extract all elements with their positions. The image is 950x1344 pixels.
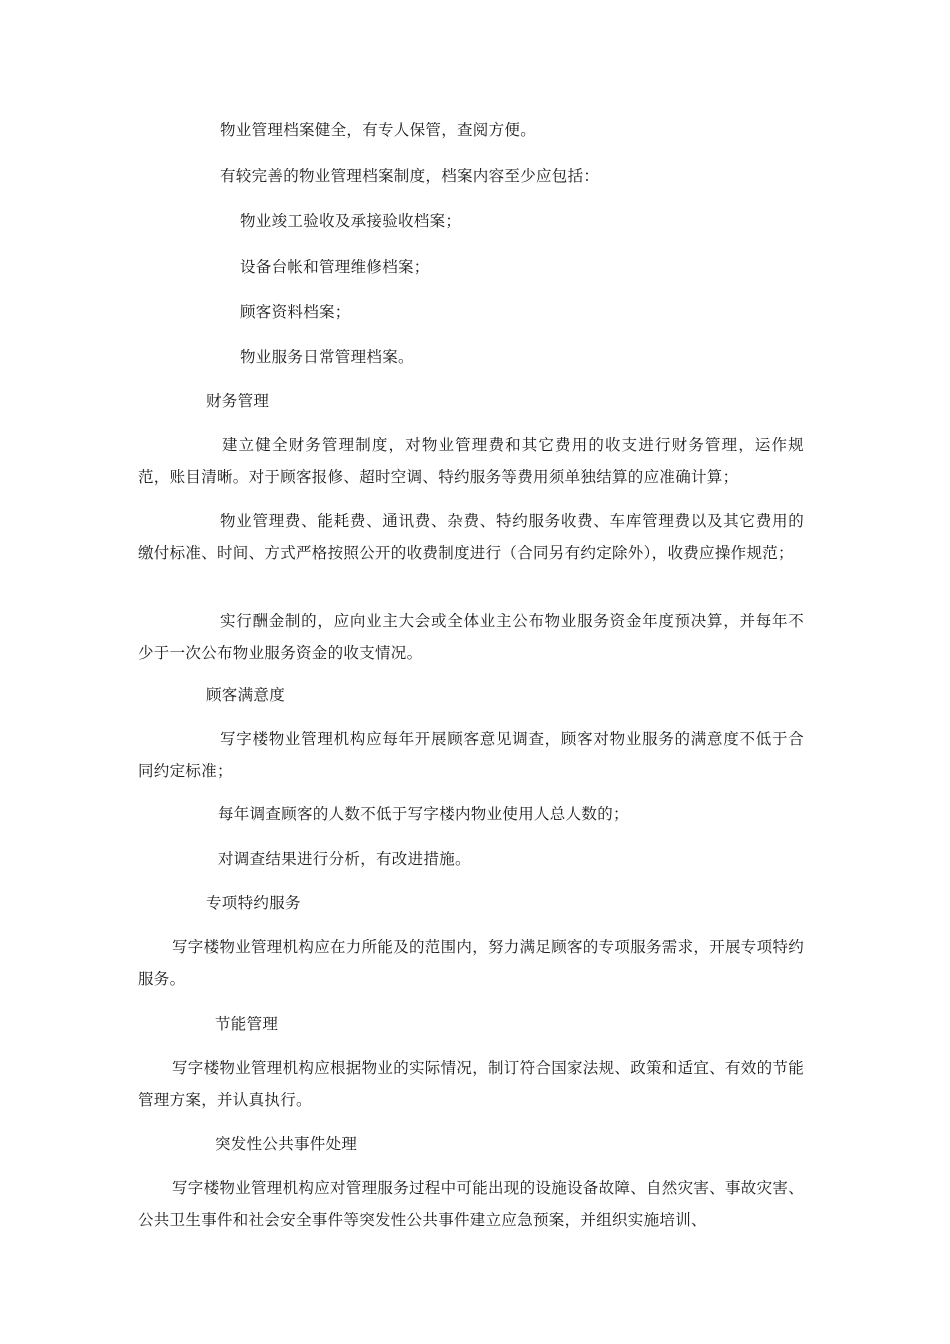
- special-paragraph-1: 写字楼物业管理机构应在力所能及的范围内，努力满足顾客的专项服务需求，开展专项特约服务。: [138, 938, 805, 988]
- archives-item: 顾客资料档案；: [240, 303, 351, 321]
- finance-heading: 财务管理: [206, 392, 270, 410]
- archives-item: 设备台帐和管理维修档案；: [240, 258, 430, 276]
- archives-line-2: 有较完善的物业管理档案制度，档案内容至少应包括：: [220, 167, 600, 185]
- archives-item: 物业竣工验收及承接验收档案；: [240, 212, 462, 230]
- finance-paragraph-3: 实行酬金制的，应向业主大会或全体业主公布物业服务资金年度预决算，并每年不少于一次公布物业服务资金的收支情况。: [138, 612, 804, 662]
- finance-paragraph-2: 物业管理费、能耗费、通讯费、杂费、特约服务收费、车库管理费以及其它费用的缴付标准、时间、方式严格按照公开的收费制度进行（合同另有约定除外），收费应操作规范；: [138, 512, 804, 562]
- emergency-heading: 突发性公共事件处理: [215, 1135, 358, 1153]
- special-heading: 专项特约服务: [206, 894, 301, 912]
- finance-paragraph-1: 建立健全财务管理制度，对物业管理费和其它费用的收支进行财务管理，运作规范，账目清晰。对于顾客报修、超时空调、特约服务等费用须单独结算的应准确计算；: [138, 436, 804, 486]
- archives-line-1: 物业管理档案健全，有专人保管，查阅方便。: [220, 121, 537, 139]
- satisfaction-heading: 顾客满意度: [206, 686, 286, 704]
- satisfaction-line-2: 每年调查顾客的人数不低于写字楼内物业使用人总人数的；: [218, 805, 629, 823]
- energy-paragraph-1: 写字楼物业管理机构应根据物业的实际情况，制订符合国家法规、政策和适宜、有效的节能管理方案，并认真执行。: [138, 1059, 805, 1109]
- satisfaction-line-3: 对调查结果进行分析，有改进措施。: [218, 850, 471, 868]
- archives-item: 物业服务日常管理档案。: [240, 348, 414, 366]
- energy-heading: 节能管理: [215, 1015, 279, 1033]
- satisfaction-paragraph-1: 写字楼物业管理机构应每年开展顾客意见调查，顾客对物业服务的满意度不低于合同约定标准；: [138, 730, 804, 780]
- emergency-paragraph-1: 写字楼物业管理机构应对管理服务过程中可能出现的设施设备故障、自然灾害、事故灾害、公共卫生事件和社会安全事件等突发性公共事件建立应急预案，并组织实施培训、: [138, 1179, 805, 1229]
